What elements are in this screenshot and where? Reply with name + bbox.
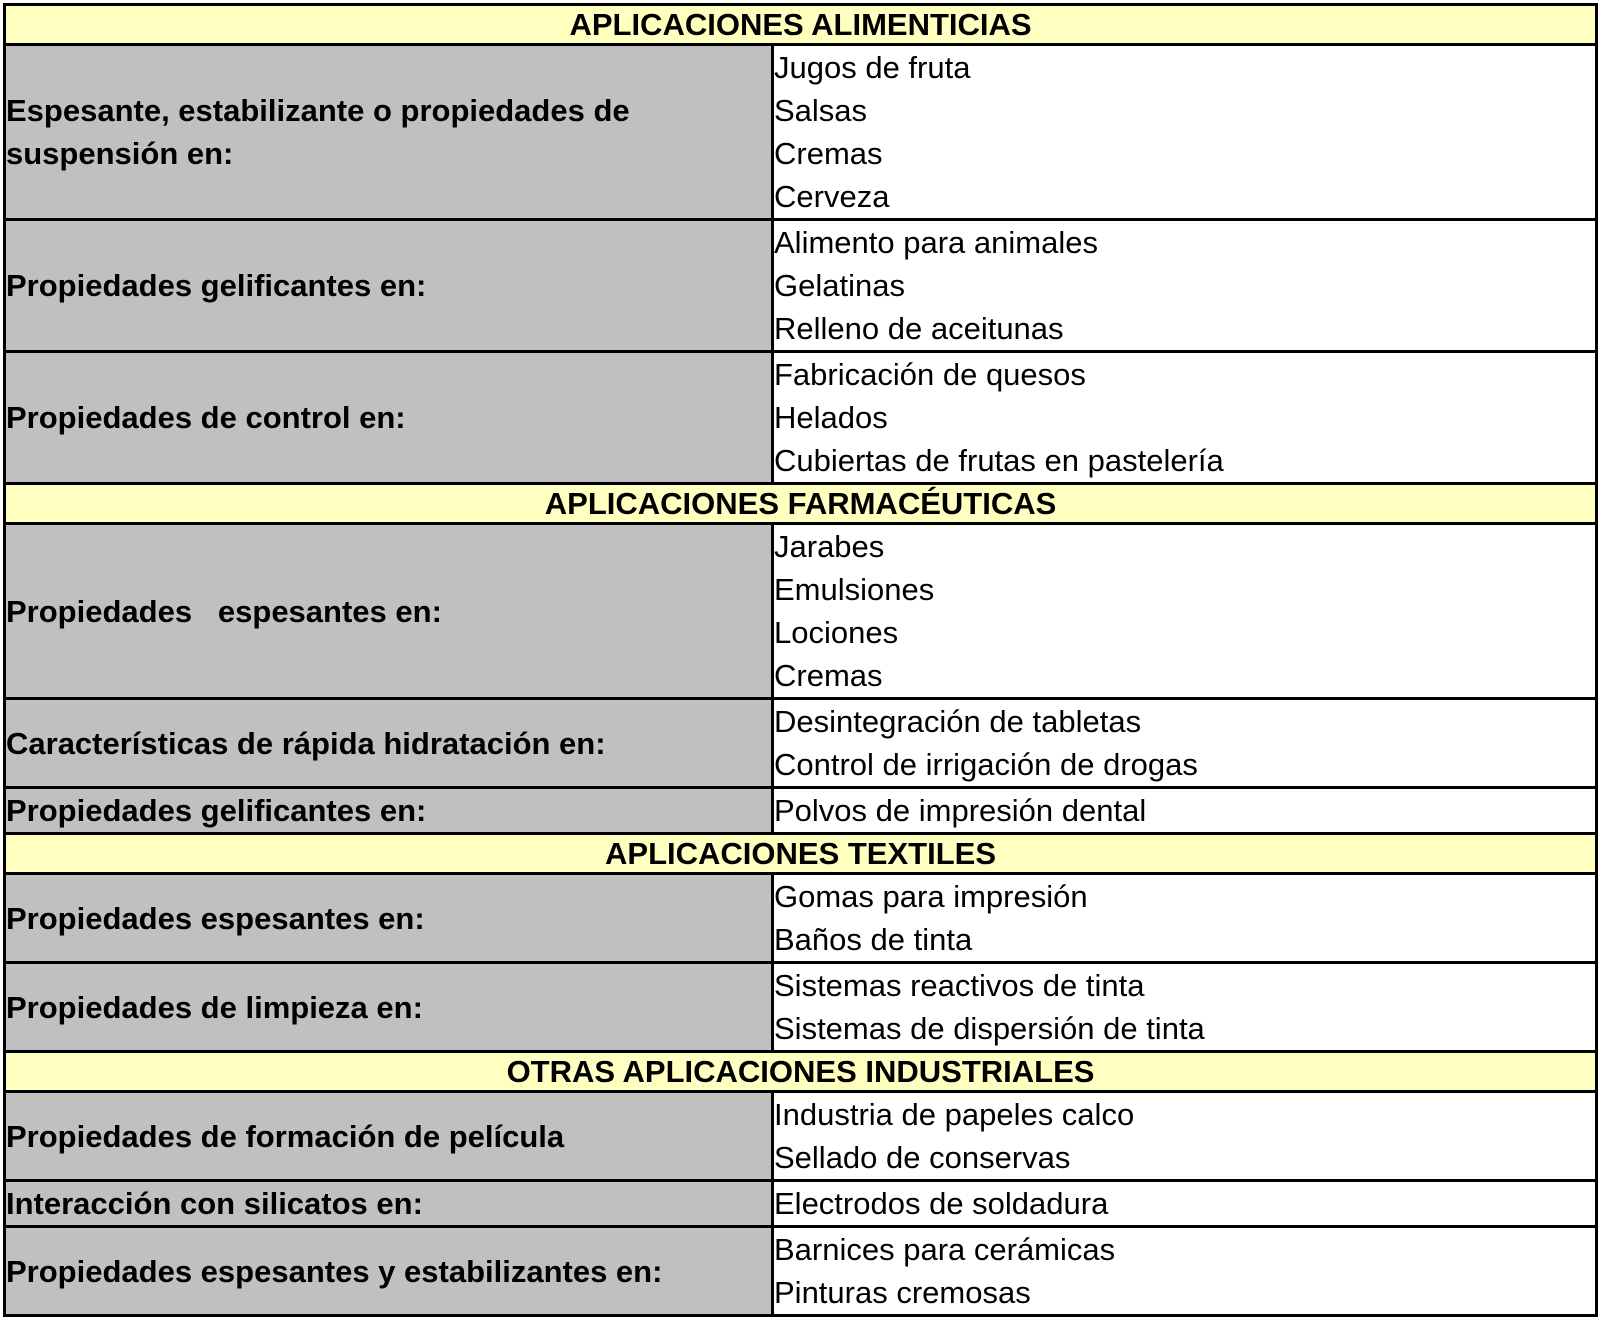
property-label-cell [5, 1092, 773, 1181]
application-list-cell [773, 788, 1597, 834]
list-item: Helados [774, 400, 888, 435]
list-item: Control de irrigación de drogas [774, 747, 1198, 782]
list-item: Baños de tinta [774, 922, 973, 957]
list-item: Cremas [774, 658, 883, 693]
table-row [5, 1181, 1597, 1227]
table-row [5, 1092, 1597, 1181]
table-body [5, 5, 1597, 1316]
property-label-cell [5, 45, 773, 220]
section-title: APLICACIONES TEXTILES [5, 834, 1597, 874]
section-header-row [5, 484, 1597, 524]
list-item: Industria de papeles calco [774, 1097, 1135, 1132]
property-label-cell [5, 220, 773, 352]
application-list-cell [773, 699, 1597, 788]
table-row [5, 699, 1597, 788]
property-label: Espesante, estabilizante o propiedades de suspensión en: [6, 93, 639, 171]
property-label-cell [5, 699, 773, 788]
section-title: APLICACIONES ALIMENTICIAS [5, 5, 1597, 45]
table-row [5, 963, 1597, 1052]
list-item: Gomas para impresión [774, 879, 1088, 914]
property-label: Propiedades espesantes en: [6, 593, 442, 629]
property-label-cell [5, 524, 773, 699]
application-list-cell [773, 874, 1597, 963]
property-label: Propiedades espesantes en: [6, 900, 425, 936]
section-header-row [5, 5, 1597, 45]
list-item: Sistemas reactivos de tinta [774, 968, 1145, 1003]
property-label: Interacción con silicatos en: [6, 1186, 423, 1221]
property-label: Propiedades espesantes y estabilizantes en: [6, 1253, 663, 1289]
list-item: Sistemas de dispersión de tinta [774, 1011, 1205, 1046]
list-item: Desintegración de tabletas [774, 704, 1142, 739]
list-item: Lociones [774, 615, 899, 650]
application-list-cell [773, 1227, 1597, 1316]
table-row [5, 220, 1597, 352]
section-header-row [5, 834, 1597, 874]
application-list-cell [773, 220, 1597, 352]
property-label: Propiedades gelificantes en: [6, 268, 427, 303]
application-list-cell [773, 1181, 1597, 1227]
applications-table [3, 3, 1598, 1317]
list-item: Relleno de aceitunas [774, 311, 1064, 346]
list-item: Gelatinas [774, 268, 905, 303]
list-item: Jarabes [774, 529, 885, 564]
property-label: Características de rápida hidratación en: [6, 725, 606, 761]
list-item: Electrodos de soldadura [774, 1186, 1109, 1221]
property-label: Propiedades de limpieza en: [6, 989, 423, 1025]
list-item: Sellado de conservas [774, 1140, 1071, 1175]
property-label-cell [5, 1227, 773, 1316]
table-row [5, 352, 1597, 484]
list-item: Cremas [774, 136, 883, 171]
property-label: Propiedades de formación de película [6, 1118, 565, 1154]
section-header-row [5, 1052, 1597, 1092]
application-list-cell [773, 45, 1597, 220]
property-label: Propiedades de control en: [6, 400, 406, 435]
list-item: Alimento para animales [774, 225, 1098, 260]
list-item: Cubiertas de frutas en pastelería [774, 443, 1224, 478]
property-label-cell [5, 874, 773, 963]
list-item: Fabricación de quesos [774, 357, 1086, 392]
list-item: Emulsiones [774, 572, 935, 607]
list-item: Jugos de fruta [774, 50, 971, 85]
application-list-cell [773, 352, 1597, 484]
property-label-cell [5, 352, 773, 484]
application-list-cell [773, 524, 1597, 699]
section-title: APLICACIONES FARMACÉUTICAS [5, 484, 1597, 524]
property-label-cell [5, 963, 773, 1052]
application-list-cell [773, 1092, 1597, 1181]
application-list-cell [773, 963, 1597, 1052]
table-row [5, 45, 1597, 220]
list-item: Barnices para cerámicas [774, 1232, 1116, 1267]
list-item: Cerveza [774, 179, 890, 214]
table-row [5, 1227, 1597, 1316]
property-label-cell [5, 1181, 773, 1227]
list-item: Pinturas cremosas [774, 1275, 1031, 1310]
list-item: Polvos de impresión dental [774, 793, 1147, 828]
table-row [5, 788, 1597, 834]
list-item: Salsas [774, 93, 868, 128]
property-label: Propiedades gelificantes en: [6, 793, 427, 828]
property-label-cell [5, 788, 773, 834]
table-row [5, 524, 1597, 699]
section-title: OTRAS APLICACIONES INDUSTRIALES [5, 1052, 1597, 1092]
table-row [5, 874, 1597, 963]
